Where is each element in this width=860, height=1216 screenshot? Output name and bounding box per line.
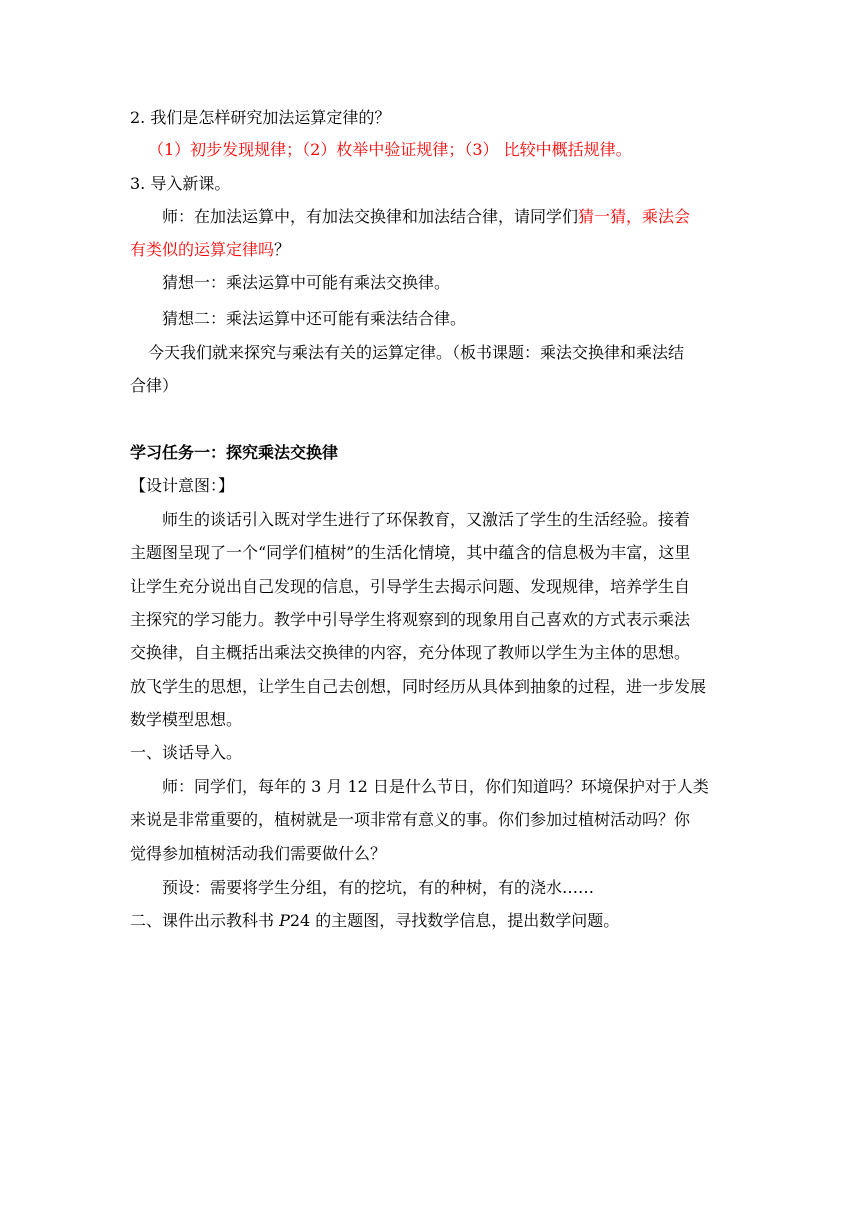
design-line-6: 放飞学生的思想，让学生自己去创想，同时经历从具体到抽象的过程，进一步发展 (130, 677, 707, 696)
teacher-paragraph-a-line2 (130, 238, 290, 262)
part-2-text-a: 二、课件出示教科书 (130, 911, 280, 930)
teacher-paragraph-a-line1 (162, 205, 690, 229)
task-1-title: 学习任务一：探究乘法交换律 (130, 443, 339, 462)
part-2-heading (130, 909, 619, 933)
design-line-4: 主探究的学习能力。教学中引导学生将观察到的现象用自己喜欢的方式表示乘法 (130, 610, 691, 629)
teacher-b-line-2: 来说是非常重要的，植树就是一项非常有意义的事。你们参加过植树活动吗？你 (130, 810, 691, 829)
guess-1: 猜想一：乘法运算中可能有乘法交换律。 (162, 273, 451, 292)
design-line-2: 主题图呈现了一个“同学们植树”的生活化情境，其中蕴含的信息极为丰富，这里 (130, 543, 691, 562)
teacher-paragraph-a-end: ？ (274, 240, 291, 259)
teacher-paragraph-a-text: 师：在加法运算中，有加法交换律和加法结合律，请同学们 (162, 207, 579, 226)
part-1-heading: 一、谈话导入。 (130, 743, 243, 762)
today-line1: 今天我们就来探究与乘法有关的运算定律。（板书课题：乘法交换律和乘法结 (148, 343, 685, 362)
part-2-page-prefix: P (279, 911, 290, 930)
design-line-3: 让学生充分说出自己发现的信息，引导学生去揭示问题、发现规律，培养学生自 (130, 577, 691, 596)
teacher-paragraph-a-highlight1: 猜一猜，乘法会 (578, 207, 691, 226)
part-2-text-b: 24 的主题图，寻找数学信息，提出数学问题。 (289, 911, 620, 930)
today-line2: 合律） (130, 376, 179, 395)
question-2-answer: （1）初步发现规律；（2）枚举中验证规律；（3） 比较中概括规律。 (148, 140, 632, 159)
teacher-paragraph-a-highlight2: 有类似的运算定律吗 (130, 240, 275, 259)
design-line-7: 数学模型思想。 (130, 710, 243, 729)
teacher-b-line-1: 师：同学们，每年的 3 月 12 日是什么节日，你们知道吗？环境保护对于人类 (162, 777, 709, 796)
question-2: 2. 我们是怎样研究加法运算定律的？ (130, 108, 391, 127)
guess-2: 猜想二：乘法运算中还可能有乘法结合律。 (162, 309, 467, 328)
preset-line: 预设：需要将学生分组，有的挖坑，有的种树，有的浇水…… (162, 878, 595, 897)
design-line-1: 师生的谈话引入既对学生进行了环保教育，又激活了学生的生活经验。接着 (162, 510, 691, 529)
design-intent-label: 【设计意图：】 (130, 476, 235, 495)
design-line-5: 交换律，自主概括出乘法交换律的内容，充分体现了教师以学生为主体的思想。 (130, 643, 691, 662)
section-3-heading: 3. 导入新课。 (130, 174, 231, 193)
teacher-b-line-3: 觉得参加植树活动我们需要做什么？ (130, 844, 387, 863)
